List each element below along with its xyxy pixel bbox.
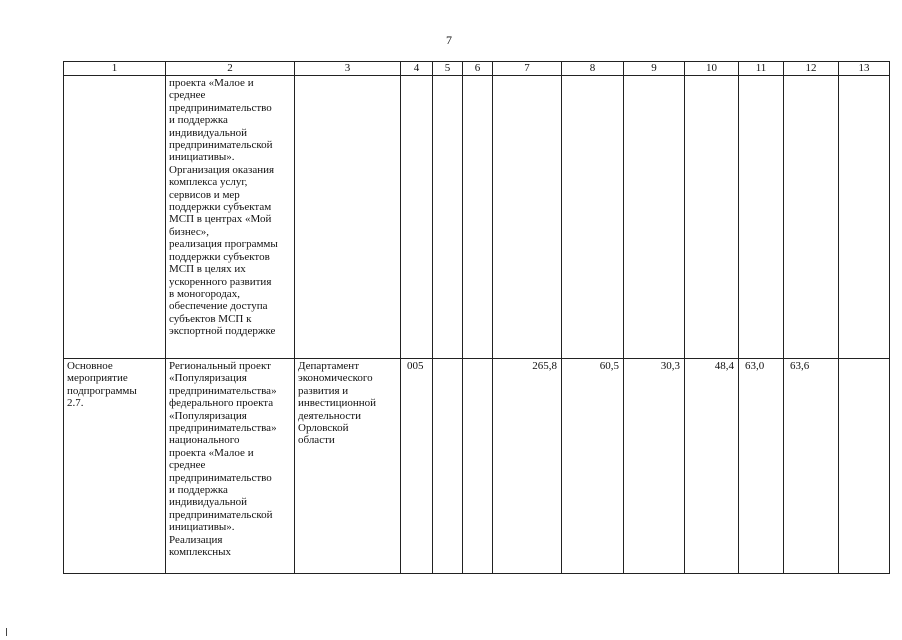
column-header: 7 [493,62,562,76]
executor-cell: Департамент экономического развития и инвестиционной деятельности Орловской области [295,359,401,574]
column-header: 13 [839,62,890,76]
value-cell: 63,6 [784,359,839,574]
description-cell: Региональный проект «Популяризация предпринимательства» федерального проекта «Популяризация предпринимательства» национального проекта «Малое и среднее предпринимательство и поддержка индивидуальной предпринимательской инициативы». Реализация комплексных [166,359,295,574]
value-cell: 265,8 [493,359,562,574]
column-header: 5 [433,62,463,76]
column-header: 3 [295,62,401,76]
header-row [64,62,890,76]
column-header: 4 [401,62,433,76]
value-cell [562,76,624,359]
column-header: 6 [463,62,493,76]
column-header: 9 [624,62,685,76]
scan-artifact [6,628,7,636]
empty-cell [463,359,493,574]
value-cell [493,76,562,359]
page-number: 7 [446,33,452,47]
table-row [64,76,890,359]
value-cell [739,76,784,359]
column-header: 8 [562,62,624,76]
empty-cell [433,76,463,359]
column-header: 2 [166,62,295,76]
description-cell: проекта «Малое и среднее предпринимательство и поддержка индивидуальной предпринимательской инициативы». Организация оказания комплекса услуг, сервисов и мер поддержки субъектам МСП в центрах «Мой бизнес», реализация программы поддержки субъектов МСП в целях их ускоренного развития в моногородах, обеспечение доступа субъектов МСП к экспортной поддержке [166,76,295,359]
value-cell: 63,0 [739,359,784,574]
column-header: 10 [685,62,739,76]
value-cell: 60,5 [562,359,624,574]
value-cell: 48,4 [685,359,739,574]
value-cell [839,359,890,574]
value-cell [839,76,890,359]
program-table [63,61,890,574]
measure-cell [64,76,166,359]
code-cell: 005 [401,359,433,574]
column-header: 12 [784,62,839,76]
code-cell [401,76,433,359]
table-row [64,359,890,574]
empty-cell [463,76,493,359]
measure-cell: Основное мероприятие подпрограммы 2.7. [64,359,166,574]
value-cell: 30,3 [624,359,685,574]
value-cell [624,76,685,359]
column-header: 11 [739,62,784,76]
column-header: 1 [64,62,166,76]
value-cell [685,76,739,359]
empty-cell [433,359,463,574]
executor-cell [295,76,401,359]
value-cell [784,76,839,359]
